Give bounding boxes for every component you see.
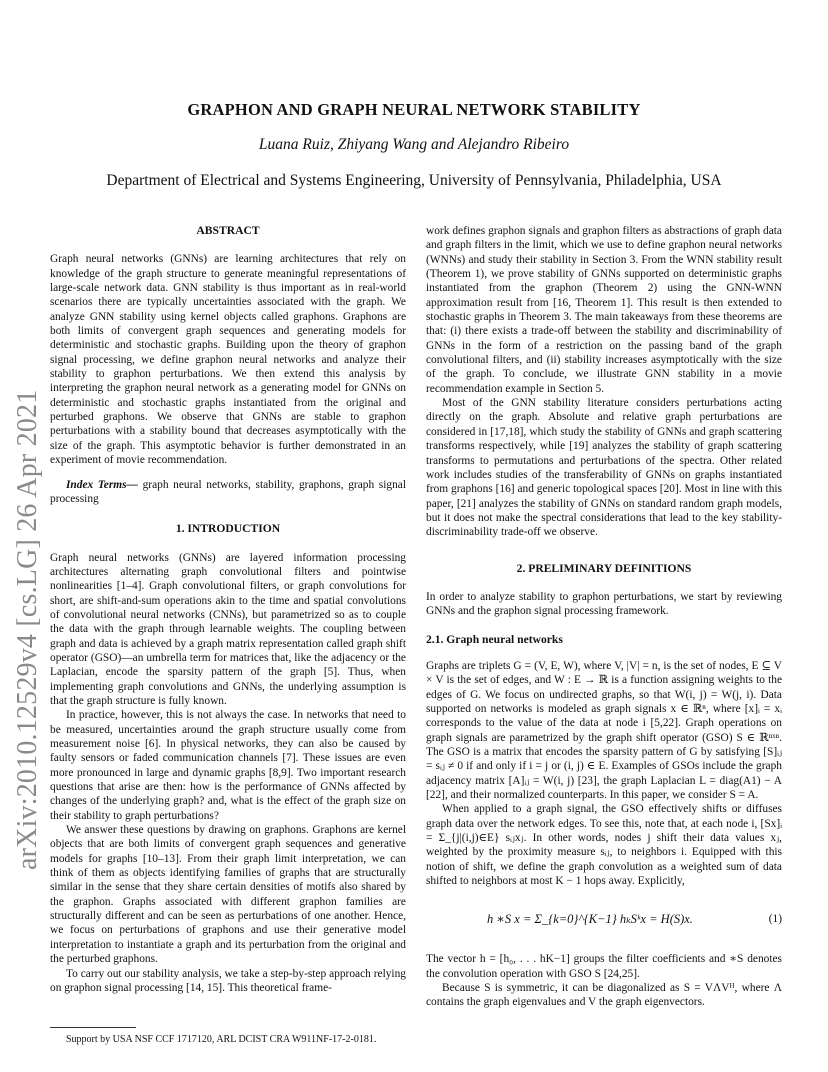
abstract-text: Graph neural networks (GNNs) are learning architectures that rely on knowledge of the graph structure to generate meaningful representations of large-scale network data. GNN stability is thus important as in real-world scenarios there are typically uncertainties associated with the graph. We analyze GNN stability using kernel objects called graphons. Graphons are both limits of convergent graph sequences and generating models for deterministic and stochastic graphs. Building upon the theory of graphon signal processing, we define graphon neural networks and analyze their stability to graphon perturbations. We then extend this analysis by interpreting the graphon neural network as a generating model for GNNs on deterministic and stochastic graphs instantiated from the original and perturbed graphons. We observe that GNNs are stable to graphon perturbations with a stability bound that decreases asymptotically with the size of the graph. This asymptotic behavior is further demonstrated in an experiment of movie recommendation. — [50, 253, 406, 467]
equation-1 — [426, 900, 782, 938]
introduction-heading: 1. INTRODUCTION — [175, 522, 281, 536]
index-terms — [50, 478, 406, 507]
gnn-subsection-heading: 2.1. Graph neural networks — [426, 632, 563, 646]
gnn-paragraph-3: The vector h = [h₀, . . . hK−1] groups the filter coefficients and ∗S denotes the convolution operation with GSO S [24,25]. — [426, 953, 782, 980]
abstract-heading: ABSTRACT — [196, 224, 260, 237]
index-terms-label: Index Terms— — [66, 478, 138, 491]
preliminary-definitions-heading: 2. PRELIMINARY DEFINITIONS — [516, 561, 692, 575]
intro-paragraph-2: In practice, however, this is not always the case. In networks that need to be measured, uncertainties around the graph structure usually come from measurement noise [6]. In physical networks, they can also be caused by faulty sensors or faded communication channels [7]. These issues are even more pronounced in large and dynamic graphs [8,9]. Two important research questions that arise are then: how is the performance of GNNs affected by changes of the underlying graph? and, what is the effect of the graph size on their stability to graph perturbations? — [50, 709, 406, 822]
paper-title: GRAPHON AND GRAPH NEURAL NETWORK STABILITY — [187, 100, 641, 119]
gnn-paragraph-2: When applied to a graph signal, the GSO effectively shifts or diffuses graph data over the network edges. To see this, note that, at each node i, [Sx]ᵢ = Σ_{j|(i,j)∈E} sᵢⱼxⱼ. In other words, nodes j shift their data values xⱼ, weighted by the proximity measure sᵢⱼ, to neighbors i. Equipped with this notion of shift, we define the graph convolution as a weighted sum of data shifted to neighbors at most K − 1 hops away. Explicitly, — [426, 803, 782, 888]
author-list: Luana Ruiz, Zhiyang Wang and Alejandro Ribeiro — [258, 136, 570, 153]
intro-paragraph-1: Graph neural networks (GNNs) are layered information processing architectures alternating graph convolutional filters and pointwise nonlinearities [1–4]. Graph convolutional filters, or graph convolutions for short, are shift-and-sum operations akin to the time and spatial convolutions of convolutional neural networks (CNNs), but parametrized so as to couple the data with the graph through learnable weights. The coupling between graph and data is achieved by a graph matrix representation called graph shift operator (GSO)—an umbrella term for matrices that, like the adjacency or the Laplacian, encode the sparsity pattern of the graph [5]. Thus, when implementing graph convolutions and GNNs, the underlying assumption is that the graph structure is fully known. — [50, 551, 406, 707]
preliminary-paragraph: In order to analyze stability to graphon perturbations, we start by reviewing GNNs and the graphon signal processing framework. — [426, 590, 782, 618]
footnote-rule — [50, 1027, 136, 1028]
equation-1-body: h ∗S x = Σ_{k=0}^{K−1} hₖSᵏx = H(S)x. — [487, 912, 693, 927]
gnn-paragraph-1: Graphs are triplets G = (V, E, W), where V, |V| = n, is the set of nodes, E ⊆ V × V is the set of edges, and W : E → ℝ is a function assigning weights to the edges of G. We focus on undirected graphs, so that W(i, j) = W(j, i). Data supported on networks is modeled as graph signals x ∈ ℝⁿ, where [x]ᵢ = xᵢ corresponds to the value of the data at node i [5,22]. Graph operations on graph signals are parametrized by the graph shift operator (GSO) S ∈ ℝⁿˣⁿ. The GSO is a matrix that encodes the sparsity pattern of G by satisfying [S]ᵢⱼ = sᵢⱼ ≠ 0 if and only if i = j or (i, j) ∈ E. Examples of GSOs include the graph adjacency matrix [A]ᵢⱼ = W(i, j) [23], the graph Laplacian L = diag(A1) − A [22], and their normalized counterparts. In this paper, we consider S = A. — [426, 659, 782, 802]
arxiv-identifier-stamp: arXiv:2010.12529v4 [cs.LG] 26 Apr 2021 — [12, 389, 43, 870]
gnn-paragraph-4: Because S is symmetric, it can be diagonalized as S = VΛVᴴ, where Λ contains the graph eigenvalues and V the graph eigenvectors. — [426, 982, 782, 1009]
left-column — [50, 224, 406, 995]
right-column — [426, 224, 782, 1010]
funding-footnote: Support by USA NSF CCF 1717120, ARL DCIST CRA W911NF-17-2-0181. — [66, 1034, 377, 1045]
affiliation: Department of Electrical and Systems Engineering, University of Pennsylvania, Philadelphia, USA — [106, 172, 722, 189]
related-work-paragraph: Most of the GNN stability literature considers perturbations acting directly on the graph. Absolute and relative graph perturbations are considered in [17,18], which study the stability of GNNs and graph scattering transforms respectively, while [19] analyzes the stability of graph scattering transforms to permutations and perturbations of the spectra. Other related work includes studies of the transferability of GNNs on graphs instantiated from graphons [16] and generic topological spaces [20]. Most in line with this paper, [21] analyzes the stability of GNNs on standard random graph models, but it does not make the spectral considerations that lead to the key stability-discriminability trade-off we observe. — [426, 397, 782, 539]
intro-paragraph-3: We answer these questions by drawing on graphons. Graphons are kernel objects that are both limits of convergent graph sequences and generative models for graphs [10–13]. From their graph limit interpretation, we can think of them as objects identifying families of graphs that are structurally similar in the sense that they share certain densities of motifs also shared by the graphon. Graphs associated with different graphon families are structurally different and can be seen as perturbations of one another. Hence, we focus on perturbations of graphons and use their generative model interpretation to instantiate a graph and its perturbation from the original and the perturbed graphons. — [50, 824, 406, 966]
intro-paragraph-4: To carry out our stability analysis, we take a step-by-step approach relying on graphon signal processing [14, 15]. This theoretical frame- — [50, 967, 406, 994]
equation-1-number: (1) — [768, 913, 782, 926]
intro-continuation-paragraph: work defines graphon signals and graphon filters as abstractions of graph data and graph filters in the limit, which we use to define graphon neural networks (WNNs) and study their stability in Section 3. From the WNN stability result (Theorem 1), we prove stability of GNNs supported on deterministic graphs instantiated from the graphon (Theorem 2) using the GNN-WNN approximation result from [16, Theorem 1]. This result is then extended to stochastic graphs in Theorem 3. The main takeaways from these theorems are that: (i) there exists a trade-off between the stability and discriminability of GNNs in the form of a restriction on the passing band of the graph convolutional filters, and (ii) stability increases asymptotically with the size of the graph. To conclude, we illustrate GNN stability in a movie recommendation example in Section 5. — [426, 225, 782, 395]
index-terms-text: graph neural networks, stability, graphons, graph signal processing — [50, 478, 406, 505]
